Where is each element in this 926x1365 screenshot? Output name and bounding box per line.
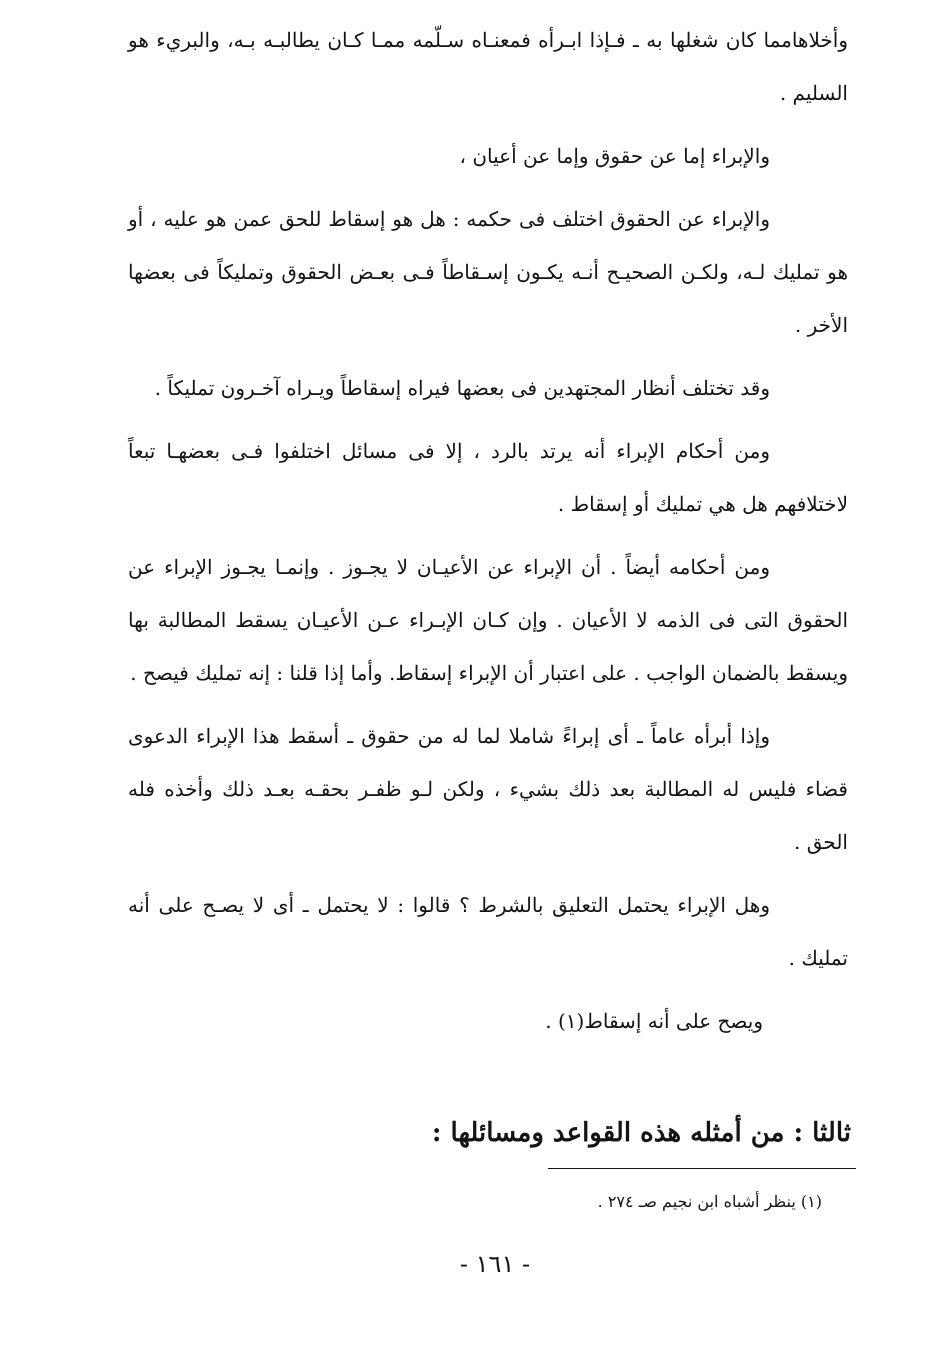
page-number: - ١٦١ - xyxy=(459,1250,531,1278)
paragraph-ibra-of-rights: والإبراء عن الحقوق اختلف فى حكمه : هل هو إسقاط للحق عمن هو عليه ، أو هو تمليك لـه، ولكـن الصحيـح أنـه يكـون إسـقاطاً فـى بعـض الحقوق وتمليكاً فى بعضها الأخر . xyxy=(128,207,848,337)
footnote-divider xyxy=(548,1168,856,1169)
paragraph-definition: وأخلاهامما كان شغلها به ـ فـإذا ابـرأه فمعنـاه سـلّمه ممـا كـان يطالبـه بـه، والبريء هو السليم . xyxy=(128,28,848,105)
paragraph-ibra-of-objects: ومن أحكامه أيضاً . أن الإبراء عن الأعيـان لا يجـوز . وإنمـا يجـوز الإبراء عن الحقوق التى فى الذمه لا الأعيان . وإن كـان الإبـراء عـن الأعيـان يسقط المطالبة بها ويسقط بالضمان الواجب . على اعتبار أن الإبراء إسقاط. وأما إذا قلنا : إنه تمليك فيصح . xyxy=(128,555,848,685)
paragraph-rejection-ruling: ومن أحكام الإبراء أنه يرتد بالرد ، إلا فى مسائل اختلفوا فـى بعضهـا تبعاً لاختلافهم هل هي تمليك أو إسقاط . xyxy=(128,439,848,516)
paragraph-general-ibra: وإذا أبرأه عاماً ـ أى إبراءً شاملا لما له من حقوق ـ أسقط هذا الإبراء الدعوى قضاء فليس له المطالبة بعد ذلك بشيء ، ولكن لـو ظفـر بحقـه بعـد ذلك وأخذه فله الحق . xyxy=(128,724,848,854)
paragraph-validity-as-waiver: ويصح على أنه إسقاط(١) . xyxy=(545,1009,763,1033)
paragraph-differing-views: وقد تختلف أنظار المجتهدين فى بعضها فيراه إسقاطاً ويـراه آخـرون تمليكاً . xyxy=(154,376,770,400)
paragraph-types-of-ibra: والإبراء إما عن حقوق وإما عن أعيان ، xyxy=(459,144,770,168)
body-text xyxy=(128,14,848,1058)
section-heading: ثالثا : من أمثله هذه القواعد ومسائلها : xyxy=(431,1118,851,1148)
paragraph-conditional-ibra: وهل الإبراء يحتمل التعليق بالشرط ؟ قالوا : لا يحتمل ـ أى لا يصـح على أنه تمليك . xyxy=(128,893,848,970)
footnote: (١) ينظر أشباه ابن نجيم صـ ٢٧٤ . xyxy=(597,1192,822,1211)
